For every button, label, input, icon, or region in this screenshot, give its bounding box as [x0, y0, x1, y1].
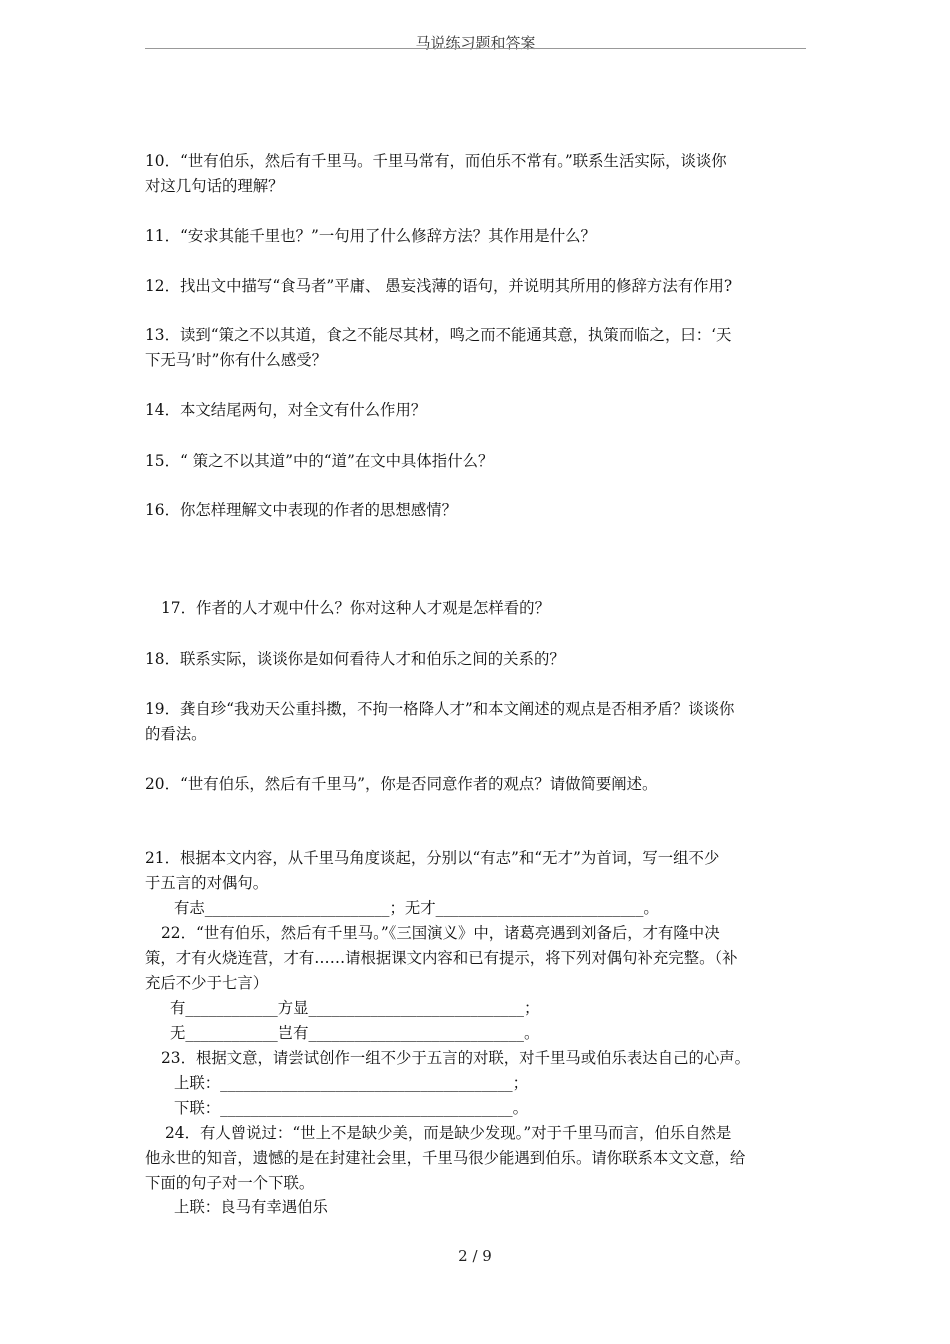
question-19-line-1: 19．龚自珍“我劝天公重抖擞，不拘一格降人才”和本文阐述的观点是否相矛盾？谈谈你	[145, 700, 735, 718]
question-20: 20．“世有伯乐，然后有千里马”，你是否同意作者的观点？请做简要阐述。	[145, 775, 658, 793]
question-11: 11．“安求其能千里也？”一句用了什么修辞方法？其作用是什么？	[145, 227, 596, 245]
page-header-title: 马说练习题和答案	[415, 34, 536, 52]
question-22-answer-2: 无____________岂有____________________________。	[170, 1024, 540, 1042]
question-22-line-2: 策，才有火烧连营，才有……请根据课文内容和已有提示，将下列对偶句补充完整。（补	[145, 949, 738, 967]
question-22-line-1: 22．“世有伯乐，然后有千里马。”《三国演义》中，诸葛亮遇到刘备后，才有隆中决	[161, 924, 720, 942]
question-18: 18．联系实际，谈谈你是如何看待人才和伯乐之间的关系的？	[145, 650, 565, 668]
question-17: 17．作者的人才观中什么？你对这种人才观是怎样看的？	[161, 599, 550, 617]
question-13-line-1: 13．读到“策之不以其道，食之不能尽其材，鸣之而不能通其意，执策而临之，曰：‘天	[145, 326, 732, 344]
question-22-answer-1: 有____________方显____________________________；	[170, 999, 540, 1017]
question-24-line-2: 他永世的知音，遗憾的是在封建社会里，千里马很少能遇到伯乐。请你联系本文文意，给	[145, 1149, 746, 1167]
question-24-upper-couplet: 上联：良马有幸遇伯乐	[174, 1198, 328, 1216]
question-16: 16．你怎样理解文中表现的作者的思想感情？	[145, 501, 458, 519]
question-23-line-1: 23．根据文意，请尝试创作一组不少于五言的对联，对千里马或伯乐表达自己的心声。	[161, 1049, 751, 1067]
header-divider	[145, 48, 806, 49]
question-14: 14．本文结尾两句，对全文有什么作用？	[145, 401, 427, 419]
question-10-line-2: 对这几句话的理解？	[145, 177, 284, 195]
question-10-line-1: 10．“世有伯乐，然后有千里马。千里马常有，而伯乐不常有。”联系生活实际，谈谈你	[145, 152, 727, 170]
question-21-answer: 有志________________________；无才___________________________。	[174, 899, 659, 917]
question-24-line-3: 下面的句子对一个下联。	[145, 1174, 315, 1192]
question-24-line-1: 24．有人曾说过：“世上不是缺少美，而是缺少发现。”对于千里马而言，伯乐自然是	[165, 1124, 732, 1142]
question-23-upper-couplet: 上联：______________________________________；	[174, 1074, 528, 1092]
page-number: 2 / 9	[458, 1247, 492, 1265]
question-12: 12．找出文中描写“食马者”平庸、 愚妄浅薄的语句，并说明其所用的修辞方法有作用?	[145, 277, 733, 295]
question-19-line-2: 的看法。	[145, 725, 207, 743]
question-13-line-2: 下无马’时”你有什么感受？	[145, 351, 328, 369]
question-23-lower-couplet: 下联：______________________________________。	[174, 1099, 528, 1117]
question-21-line-2: 于五言的对偶句。	[145, 874, 269, 892]
question-22-line-3: 充后不少于七言）	[145, 974, 269, 992]
question-15: 15．“ 策之不以其道”中的“道”在文中具体指什么？	[145, 452, 494, 470]
question-21-line-1: 21．根据本文内容，从千里马角度谈起，分别以“有志”和“无才”为首词，写一组不少	[145, 849, 720, 867]
